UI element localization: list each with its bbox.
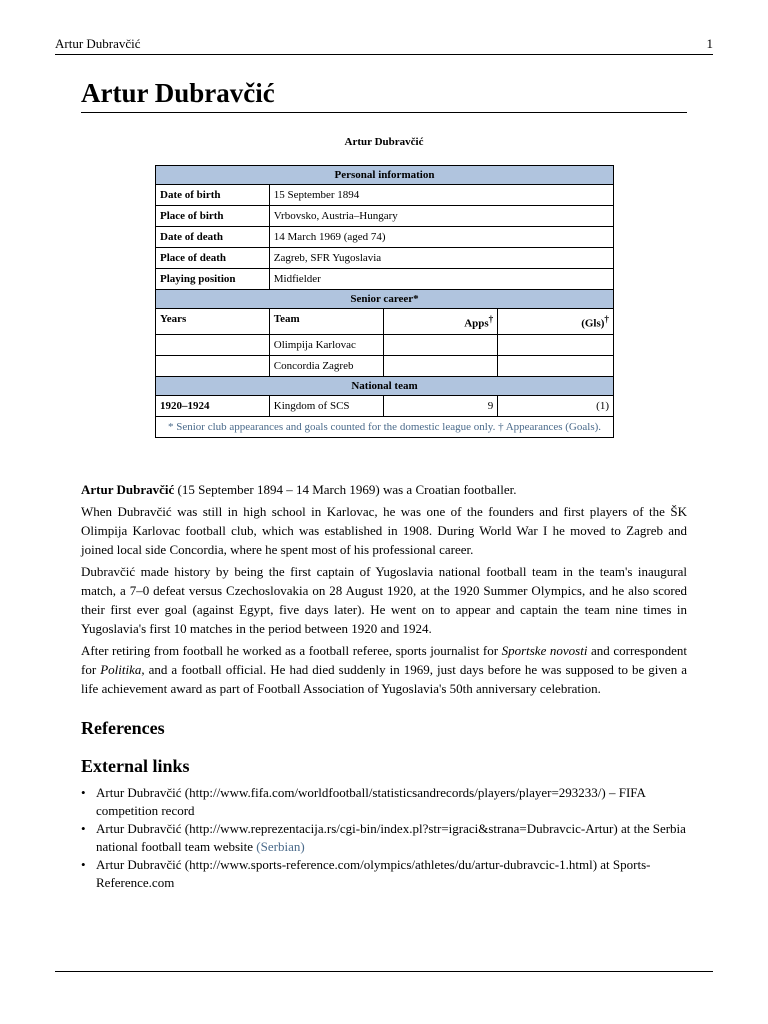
external-link[interactable]: • Artur Dubravčić (http://www.fifa.com/worldfootball/statisticsandrecords/players/player=293233/) – FIFA competition record <box>96 784 687 820</box>
infobox-row <box>156 269 614 290</box>
row-value: 14 March 1969 (aged 74) <box>269 227 613 248</box>
career-gls <box>498 335 614 356</box>
career-apps <box>383 356 498 377</box>
external-links-heading: External links <box>81 756 190 776</box>
career-team: Concordia Zagreb <box>269 356 383 377</box>
row-label: Date of death <box>156 227 270 248</box>
page-number: 1 <box>706 36 713 51</box>
row-value: Vrbovsko, Austria–Hungary <box>269 206 613 227</box>
infobox-row <box>156 206 614 227</box>
row-label: Playing position <box>156 269 270 290</box>
career-row <box>156 335 614 356</box>
col-gls: (Gls)† <box>498 309 614 335</box>
national-team: Kingdom of SCS <box>269 396 383 417</box>
national-years: 1920–1924 <box>156 396 270 417</box>
national-gls: (1) <box>498 396 614 417</box>
career-years <box>156 335 270 356</box>
infobox-footnote: * Senior club appearances and goals counted for the domestic league only. † Appearances (Goals). <box>156 417 614 438</box>
paragraph: After retiring from football he worked as a football referee, sports journalist for Sportske novosti and correspondent for Politika, and a football official. He had died suddenly in 1969, just days before he was supposed to be given a life achievement award as part of Football Association of Yugoslavia's 50th anniversary celebration. <box>81 643 687 696</box>
italic-title: Sportske novosti <box>501 643 588 658</box>
dagger-mark: † <box>604 314 609 325</box>
infobox-row <box>156 185 614 206</box>
national-row <box>156 396 614 417</box>
references-heading: References <box>81 718 165 738</box>
national-apps: 9 <box>383 396 498 417</box>
external-link[interactable]: • Artur Dubravčić (http://www.sports-reference.com/olympics/athletes/du/artur-dubravcic-1.html) at Sports-Reference.com <box>96 856 687 892</box>
dagger-mark: † <box>488 314 494 325</box>
col-years: Years <box>156 309 270 335</box>
infobox-row <box>156 227 614 248</box>
col-apps: Apps† <box>383 309 498 335</box>
row-value: Zagreb, SFR Yugoslavia <box>269 248 613 269</box>
row-value: 15 September 1894 <box>269 185 613 206</box>
italic-title: Politika <box>100 662 142 677</box>
running-title: Artur Dubravčić <box>55 36 141 51</box>
language-tag: (Serbian) <box>256 839 305 854</box>
career-years <box>156 356 270 377</box>
row-label: Date of birth <box>156 185 270 206</box>
career-apps <box>383 335 498 356</box>
paragraph: Dubravčić made history by being the first captain of Yugoslavia national football team in the team's inaugural match, a 7–0 defeat versus Czechoslovakia on 28 August 1920, at the 1920 Summer Olympics, and he also scored their first ever goal (against Egypt, five days later). He went on to appear and captain the team nine times in Yugoslavia's first 10 matches in the period between 1920 and 1924. <box>81 564 687 636</box>
external-links-list <box>81 784 687 892</box>
article-body <box>81 480 687 892</box>
career-team: Olimpija Karlovac <box>269 335 383 356</box>
page-title: Artur Dubravčić <box>81 76 687 113</box>
infobox-table <box>155 165 614 438</box>
footer-rule <box>55 971 713 972</box>
subject-name: Artur Dubravčić <box>81 482 175 497</box>
infobox-caption: Artur Dubravčić <box>344 136 424 148</box>
career-row <box>156 356 614 377</box>
personal-info-header: Personal information <box>156 166 614 185</box>
col-team: Team <box>269 309 383 335</box>
running-header <box>55 36 713 55</box>
senior-career-header: Senior career* <box>156 290 614 309</box>
row-label: Place of death <box>156 248 270 269</box>
career-gls <box>498 356 614 377</box>
external-link[interactable]: • Artur Dubravčić (http://www.reprezentacija.rs/cgi-bin/index.pl?str=igraci&strana=Dubravcic-Artur) at the Serbia national football team website (Serbian) <box>96 820 687 856</box>
row-value: Midfielder <box>269 269 613 290</box>
column-header-row <box>156 309 614 335</box>
intro-paragraph: Artur Dubravčić (15 September 1894 – 14 March 1969) was a Croatian footballer. <box>81 482 517 497</box>
paragraph: When Dubravčić was still in high school in Karlovac, he was one of the founders and first players of the ŠK Olimpija Karlovac football club, which was established in 1908. During World War I he moved to Zagreb and joined local side Concordia, where he spent most of his professional career. <box>81 504 687 557</box>
row-label: Place of birth <box>156 206 270 227</box>
national-team-header: National team <box>156 377 614 396</box>
infobox-row <box>156 248 614 269</box>
